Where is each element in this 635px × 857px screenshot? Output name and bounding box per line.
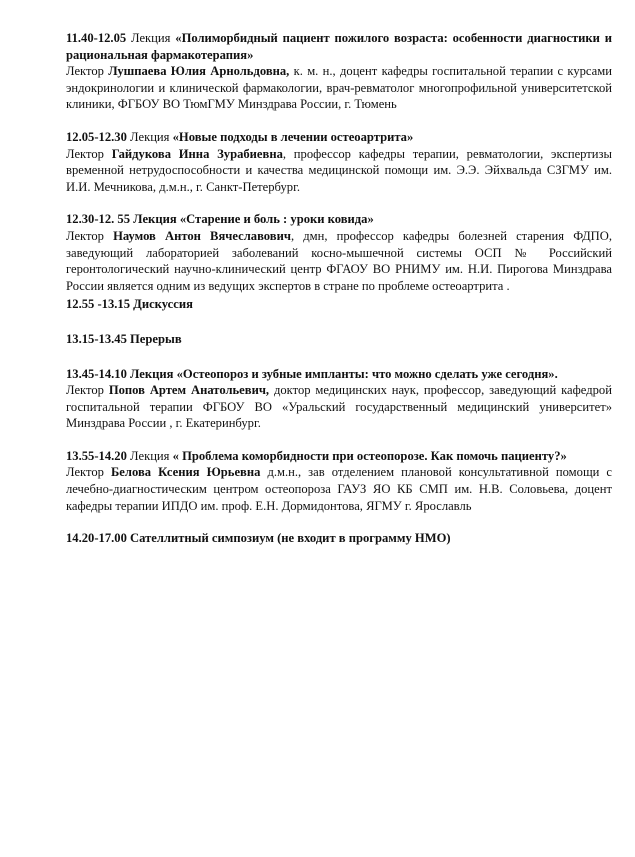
lecturer-line: [66, 146, 612, 196]
session-heading: [66, 448, 612, 465]
session-heading: [66, 129, 612, 146]
session-title: «Полиморбидный пациент пожилого возраста: особенности диагностики и рациональная фармакотерапия»: [66, 31, 613, 62]
session-block: [66, 30, 612, 113]
lecturer-info: , дмн, профессор кафедры болезней старения ФДПО, заведующий лабораторией заболеваний косно-мышечной системы ОСП № Российский геронтологический научно-клинический центр ФГАОУ ВО РНИМУ им. Н.И. Пирогова Минздрава России является одним из ведущих экспертов в стране по проблеме остеоартрита .: [66, 228, 612, 293]
session-title: « Проблема коморбидности при остеопорозе. Как помочь пациенту?»: [172, 448, 567, 463]
lecturer-info: , профессор кафедры терапии, ревматологии, экспертизы временной нетрудоспособности и качества медицинской помощи им. Э.Э. Эйхвальда СЗГМУ им. И.И. Мечникова, д.м.н., г. Санкт-Петербург.: [66, 146, 612, 194]
session-kind: Лекция: [130, 129, 170, 144]
session-heading-text: 13.45-14.10 Лекция «Остеопороз и зубные импланты: что можно сделать уже сегодня».: [66, 366, 558, 381]
session-kind: Лекция: [130, 448, 170, 463]
session-title: «Новые подходы в лечении остеоартрита»: [172, 129, 414, 144]
lecturer-label: Лектор: [66, 64, 104, 79]
lecturer-name: Белова Ксения Юрьевна: [110, 465, 261, 480]
lecturer-label: Лектор: [66, 383, 104, 398]
session-time: 12.05-12.30: [66, 129, 127, 144]
session-block: [66, 129, 612, 195]
session-heading: [66, 30, 612, 63]
lecturer-name: Гайдукова Инна Зурабиевна: [111, 146, 283, 161]
lecturer-name: Попов Артем Анатольевич,: [108, 383, 270, 398]
lecturer-name: Лушпаева Юлия Арнольдовна,: [108, 64, 290, 79]
session-title: «Старение и боль : уроки ковида»: [179, 212, 374, 227]
lecturer-label: Лектор: [66, 146, 104, 161]
lecturer-label: Лектор: [66, 228, 104, 243]
lecturer-name: Наумов Антон Вячеславович: [113, 228, 291, 243]
satellite-line: 14.20-17.00 Сателлитный симпозиум (не входит в программу НМО): [66, 531, 451, 546]
lecturer-line: [66, 382, 612, 432]
lecturer-line: [66, 464, 612, 514]
session-block: [66, 448, 612, 514]
program-page: [66, 30, 612, 563]
lecturer-line: [66, 228, 612, 294]
session-time: 12.30-12. 55: [66, 212, 131, 227]
lecturer-label: Лектор: [66, 465, 104, 480]
session-kind: Лекция: [133, 212, 177, 227]
session-heading: [66, 211, 612, 228]
session-time: 13.55-14.20: [66, 448, 127, 463]
lecturer-line: [66, 63, 612, 113]
session-kind: Лекция: [131, 31, 171, 45]
break-line: 13.15-13.45 Перерыв: [66, 331, 182, 346]
session-block: [66, 211, 612, 294]
session-time: 11.40-12.05: [66, 31, 127, 45]
session-heading: [66, 366, 612, 383]
lecturer-info: доктор медицинских наук, профессор, заведующий кафедрой госпитальной терапии ФГБОУ ВО «Уральский государственный медицинский университет» Минздрава России , г. Екатеринбург.: [66, 383, 612, 431]
lecturer-info: к. м. н., доцент кафедры госпитальной терапии с курсами эндокринологии и клинической фармакологии, врач-ревматолог многопрофильной университетской клиники, ФГБОУ ВО ТюмГМУ Минздрава России, г. Тюмень: [66, 64, 612, 112]
session-block: [66, 366, 612, 432]
lecturer-info: д.м.н., зав отделением плановой консультативной помощи с лечебно-диагностическим центром остеопороза ГАУЗ ЯО КБ СМП им. Н.В. Соловьева, доцент кафедры терапии ИПДО им. проф. Е.Н. Дормидонтова, ЯГМУ г. Ярославль: [66, 465, 613, 513]
discussion-line: 12.55 -13.15 Дискуссия: [66, 297, 193, 312]
